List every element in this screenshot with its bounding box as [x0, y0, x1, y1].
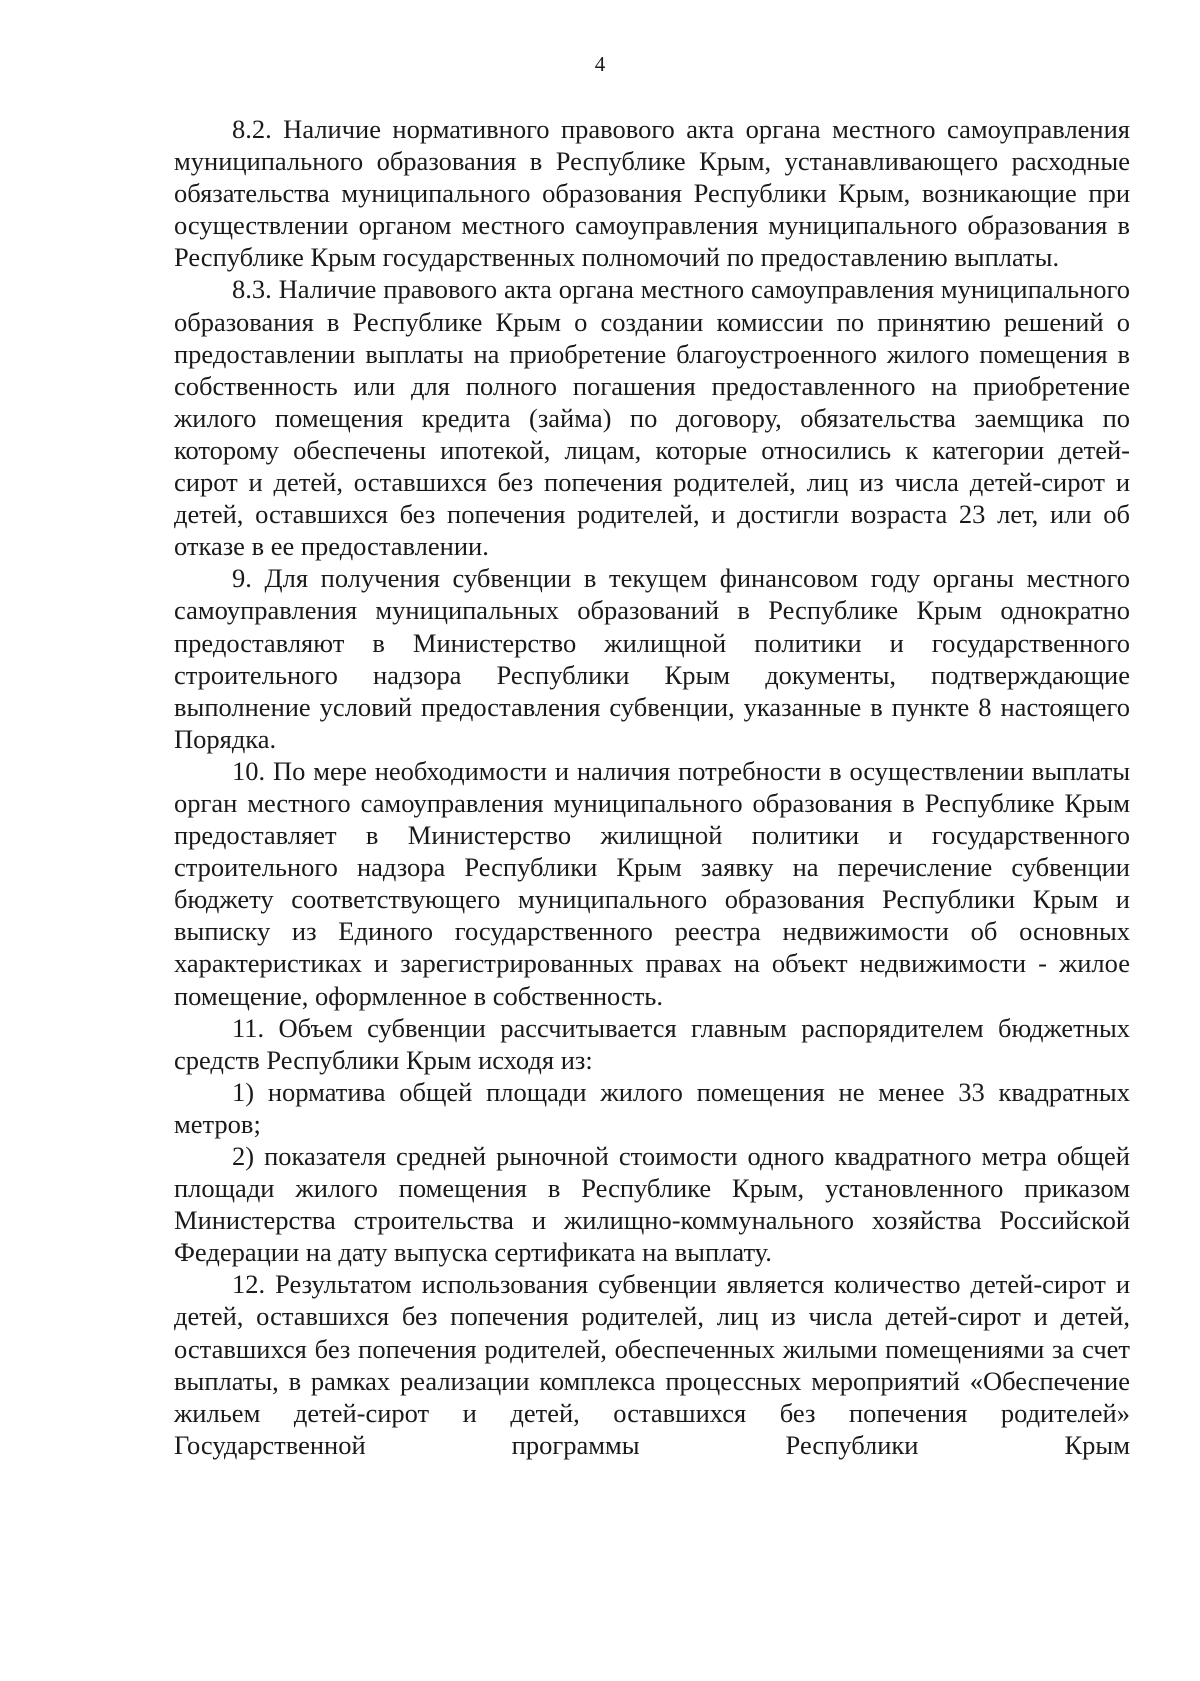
- paragraph-8-3: 8.3. Наличие правового акта органа местного самоуправления муниципального образования в Республике Крым о создании комиссии по принятию решений о предоставлении выплаты на приобретение благоустроенного жилого помещения в собственность или для полного погашения предоставленного на приобретение жилого помещения кредита (займа) по договору, обязательства заемщика по которому обеспечены ипотекой, лицам, которые относились к категории детей-сирот и детей, оставшихся без попечения родителей, лиц из числа детей-сирот и детей, оставшихся без попечения родителей, и достигли возраста 23 лет, или об отказе в ее предоставлении.: [174, 274, 1130, 562]
- paragraph-9: 9. Для получения субвенции в текущем финансовом году органы местного самоуправления муниципальных образований в Республике Крым однократно предоставляют в Министерство жилищной политики и государственного строительного надзора Республики Крым документы, подтверждающие выполнение условий предоставления субвенции, указанные в пункте 8 настоящего Порядка.: [174, 563, 1130, 754]
- paragraph-8-2: 8.2. Наличие нормативного правового акта органа местного самоуправления муниципального образования в Республике Крым, устанавливающего расходные обязательства муниципального образования Республики Крым, возникающие при осуществлении органом местного самоуправления муниципального образования в Республике Крым государственных полномочий по предоставлению выплаты.: [174, 114, 1130, 273]
- document-body: [174, 113, 1130, 1461]
- paragraph-10: 10. По мере необходимости и наличия потребности в осуществлении выплаты орган местного самоуправления муниципального образования в Республике Крым предоставляет в Министерство жилищной политики и государственного строительного надзора Республики Крым заявку на перечисление субвенции бюджету соответствующего муниципального образования Республики Крым и выписку из Единого государственного реестра недвижимости об основных характеристиках и зарегистрированных правах на объект недвижимости - жилое помещение, оформленное в собственность.: [174, 755, 1130, 1011]
- paragraph-11-item-1: 1) норматива общей площади жилого помещения не менее 33 квадратных метров;: [174, 1076, 1130, 1139]
- page-number: 4: [594, 52, 606, 76]
- paragraph-11-item-2: 2) показателя средней рыночной стоимости одного квадратного метра общей площади жилого помещения в Республике Крым, установленного приказом Министерства строительства и жилищно-коммунального хозяйства Российской Федерации на дату выпуска сертификата на выплату.: [174, 1141, 1130, 1268]
- paragraph-12: 12. Результатом использования субвенции является количество детей-сирот и детей, оставшихся без попечения родителей, лиц из числа детей-сирот и детей, оставшихся без попечения родителей, обеспеченных жилыми помещениями за счет выплаты, в рамках реализации комплекса процессных мероприятий «Обеспечение жильем детей-сирот и детей, оставшихся без попечения родителей» Государственной программы Республики Крым: [174, 1269, 1130, 1460]
- paragraph-11: 11. Объем субвенции рассчитывается главным распорядителем бюджетных средств Республики Крым исходя из:: [174, 1012, 1130, 1075]
